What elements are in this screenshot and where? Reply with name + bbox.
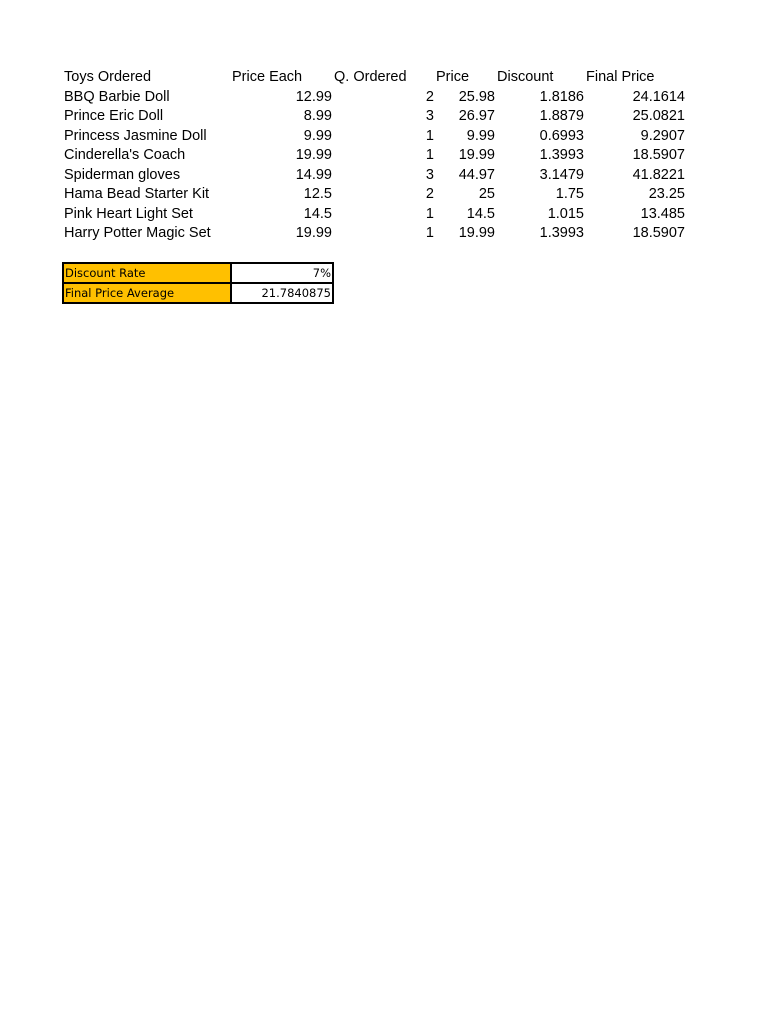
table-row [0, 88, 768, 108]
final-price-cell: 24.1614 [632, 88, 685, 105]
toy-name-cell: Pink Heart Light Set [64, 205, 193, 222]
final-price-cell: 25.0821 [632, 108, 685, 124]
toy-name-cell: BBQ Barbie Doll [64, 88, 170, 105]
discount-cell: 0.6993 [539, 127, 584, 144]
discount-cell: 1.8879 [539, 108, 584, 124]
table-row [0, 107, 768, 127]
qty-cell: 2 [425, 88, 434, 105]
header-discount: Discount [497, 69, 554, 85]
discount-rate-row [64, 264, 332, 282]
qty-cell: 3 [425, 166, 434, 183]
final-price-cell: 18.5907 [632, 225, 685, 241]
summary-box [62, 262, 334, 304]
final-price-cell: 13.485 [640, 205, 685, 222]
final-price-average-value: 21.7840875 [232, 284, 332, 302]
price-cell: 19.99 [458, 225, 495, 241]
toy-name-cell: Princess Jasmine Doll [64, 127, 207, 144]
discount-cell: 1.3993 [539, 147, 584, 163]
final-price-cell: 9.2907 [640, 127, 685, 144]
qty-cell: 2 [425, 186, 434, 202]
discount-cell: 1.75 [555, 186, 584, 202]
header-price-each: Price Each [232, 69, 303, 85]
table-row [0, 146, 768, 166]
final-price-average-row [64, 282, 332, 302]
price-cell: 14.5 [466, 205, 495, 222]
toy-name-cell: Prince Eric Doll [64, 108, 164, 124]
final-price-cell: 18.5907 [632, 147, 685, 163]
table-row [0, 166, 768, 186]
price-each-cell: 9.99 [303, 127, 332, 144]
toy-name-cell: Hama Bead Starter Kit [64, 186, 210, 202]
toy-name-cell: Harry Potter Magic Set [64, 225, 211, 241]
discount-cell: 3.1479 [539, 166, 584, 183]
discount-rate-value: 7% [232, 264, 332, 282]
toy-name-cell: Spiderman gloves [64, 166, 181, 183]
discount-cell: 1.015 [547, 205, 584, 222]
price-each-cell: 14.99 [295, 166, 332, 183]
qty-cell: 1 [425, 225, 434, 241]
price-each-cell: 14.5 [303, 205, 332, 222]
price-cell: 9.99 [466, 127, 495, 144]
price-cell: 26.97 [458, 108, 495, 124]
table-row [0, 224, 768, 244]
price-each-cell: 8.99 [303, 108, 332, 124]
table-row [0, 185, 768, 205]
price-cell: 44.97 [458, 166, 495, 183]
table-row [0, 205, 768, 225]
price-cell: 19.99 [458, 147, 495, 163]
qty-cell: 1 [425, 127, 434, 144]
price-each-cell: 19.99 [295, 225, 332, 241]
discount-cell: 1.3993 [539, 225, 584, 241]
final-price-cell: 23.25 [648, 186, 685, 202]
header-final-price: Final Price [586, 69, 655, 85]
price-cell: 25 [478, 186, 495, 202]
header-qty-ordered: Q. Ordered [334, 69, 407, 85]
discount-rate-label: Discount Rate [64, 264, 232, 282]
price-each-cell: 12.5 [303, 186, 332, 202]
header-toys-ordered: Toys Ordered [64, 69, 152, 85]
final-price-cell: 41.8221 [632, 166, 685, 183]
final-price-average-label: Final Price Average [64, 284, 232, 302]
price-each-cell: 12.99 [295, 88, 332, 105]
header-row [0, 68, 768, 88]
toy-name-cell: Cinderella's Coach [64, 147, 186, 163]
discount-cell: 1.8186 [539, 88, 584, 105]
table-row [0, 127, 768, 147]
price-each-cell: 19.99 [295, 147, 332, 163]
price-cell: 25.98 [458, 88, 495, 105]
qty-cell: 1 [425, 147, 434, 163]
qty-cell: 1 [425, 205, 434, 222]
header-price: Price [436, 69, 470, 85]
qty-cell: 3 [425, 108, 434, 124]
